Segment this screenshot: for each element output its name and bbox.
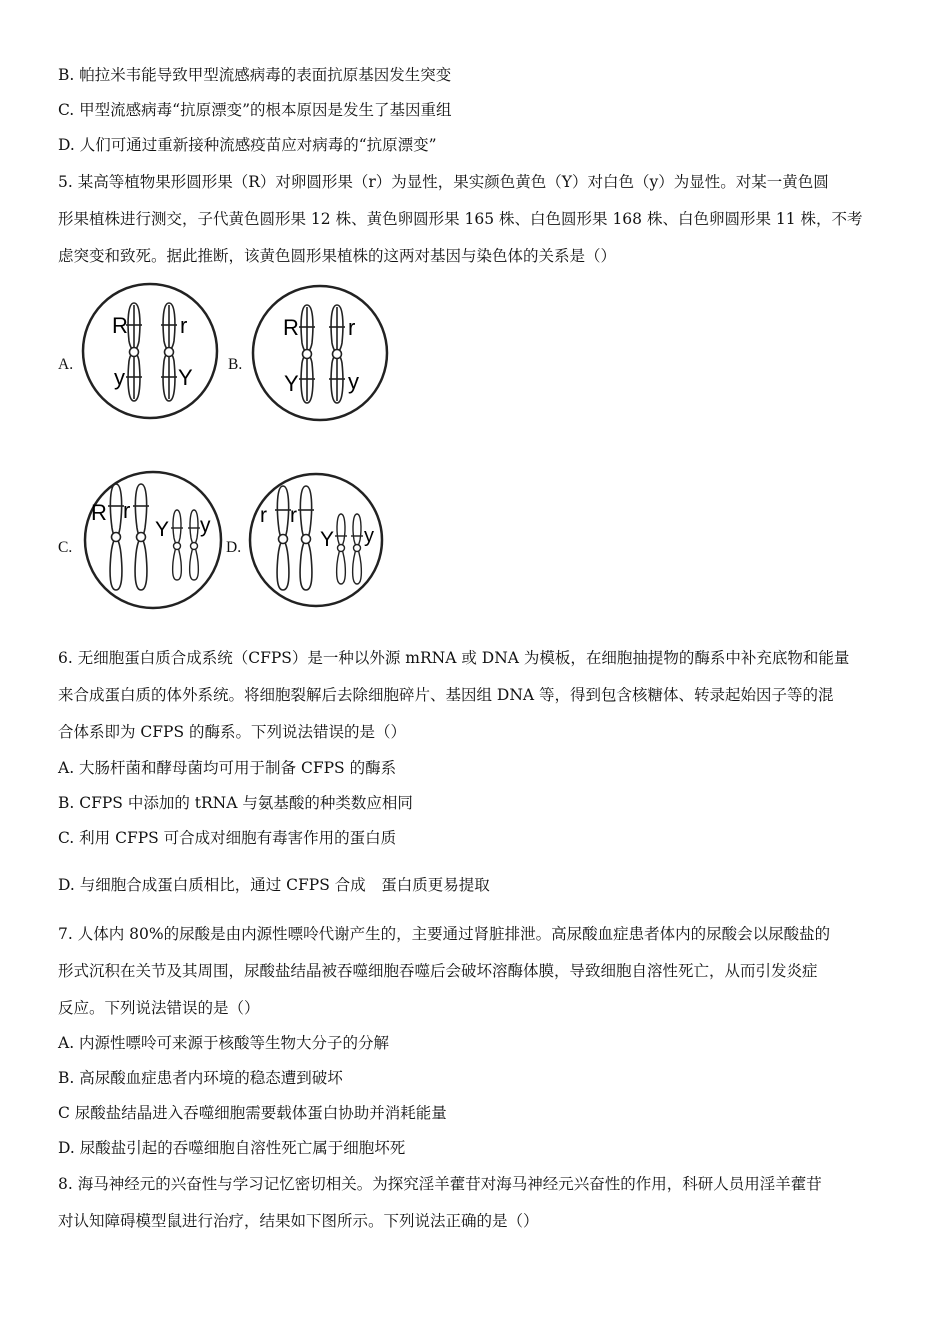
q5-option-c-cell-diagram <box>80 470 226 610</box>
gene-label: y <box>114 365 125 390</box>
q7-option-c: C 尿酸盐结晶进入吞噬细胞需要载体蛋白协助并消耗能量 <box>58 1104 447 1122</box>
q7-option-d: D. 尿酸盐引起的吞噬细胞自溶性死亡属于细胞坏死 <box>58 1139 406 1157</box>
q8-stem-line2: 对认知障碍模型鼠进行治疗，结果如下图所示。下列说法正确的是（） <box>58 1212 539 1230</box>
gene-label: Y <box>155 518 170 541</box>
chromosome <box>171 510 183 580</box>
q6-option-d: D. 与细胞合成蛋白质相比，通过 CFPS 合成 蛋白质更易提取 <box>58 876 490 894</box>
gene-label: R <box>91 500 107 525</box>
q7-stem-line1: 7. 人体内 80%的尿酸是由内源性嘌呤代谢产生的，主要通过肾脏排泄。高尿酸血症患者体内的尿酸会以尿酸盐的 <box>58 925 831 943</box>
q4-option-c: C. 甲型流感病毒“抗原漂变”的根本原因是发生了基因重组 <box>58 101 452 119</box>
q5-stem-line1: 5. 某高等植物果形圆形果（R）对卵圆形果（r）为显性，果实颜色黄色（Y）对白色（y）为显性。对某一黄色圆 <box>58 173 829 191</box>
chromosome <box>298 486 314 590</box>
q6-stem-line3: 合体系即为 CFPS 的酶系。下列说法错误的是（） <box>58 723 407 741</box>
q5-stem-line2: 形果植株进行测交，子代黄色圆形果 12 株、黄色卵圆形果 165 株、白色圆形果 168 株、白色卵圆形果 11 株，不考 <box>58 210 863 228</box>
gene-label: r <box>348 315 356 340</box>
q6-stem-line2: 来合成蛋白质的体外系统。将细胞裂解后去除细胞碎片、基因组 DNA 等，得到包含核糖体、转录起始因子等的混 <box>58 686 834 704</box>
gene-label: r <box>123 498 131 523</box>
chromosome <box>275 486 291 590</box>
gene-label: Y <box>178 365 193 390</box>
q6-option-c: C. 利用 CFPS 可合成对细胞有毒害作用的蛋白质 <box>58 829 397 847</box>
q5-option-d-label: D. <box>226 539 242 556</box>
q5-option-a-cell-diagram <box>80 281 220 421</box>
q4-option-d: D. 人们可通过重新接种流感疫苗应对病毒的“抗原漂变” <box>58 136 437 154</box>
q5-option-a-label: A. <box>58 356 74 373</box>
gene-label: Y <box>320 528 335 551</box>
gene-label: R <box>283 315 299 340</box>
q7-stem-line2: 形式沉积在关节及其周围，尿酸盐结晶被吞噬细胞吞噬后会破坏溶酶体膜，导致细胞自溶性死亡，从而引发炎症 <box>58 962 818 980</box>
gene-label: y <box>348 369 359 394</box>
chromosome <box>329 305 345 403</box>
gene-label: y <box>364 525 374 547</box>
chromosome <box>161 303 177 401</box>
gene-label: r <box>180 313 188 338</box>
gene-label: y <box>200 514 211 537</box>
q8-stem-line1: 8. 海马神经元的兴奋性与学习记忆密切相关。为探究淫羊藿苷对海马神经元兴奋性的作用，科研人员用淫羊藿苷 <box>58 1175 822 1193</box>
q4-option-b: B. 帕拉米韦能导致甲型流感病毒的表面抗原基因发生突变 <box>58 66 452 84</box>
chromosome <box>299 305 315 403</box>
chromosome <box>108 484 124 590</box>
gene-label: r <box>260 504 267 527</box>
chromosome <box>133 484 149 590</box>
q6-stem-line1: 6. 无细胞蛋白质合成系统（CFPS）是一种以外源 mRNA 或 DNA 为模板，在细胞抽提物的酶系中补充底物和能量 <box>58 649 850 667</box>
q5-option-d-cell-diagram <box>246 472 386 608</box>
q6-option-a: A. 大肠杆菌和酵母菌均可用于制备 CFPS 的酶系 <box>58 759 397 777</box>
q6-option-b: B. CFPS 中添加的 tRNA 与氨基酸的种类数应相同 <box>58 794 413 812</box>
chromosome <box>188 510 200 580</box>
q5-stem-line3: 虑突变和致死。据此推断，该黄色圆形果植株的这两对基因与染色体的关系是（） <box>58 247 617 265</box>
q7-option-a: A. 内源性嘌呤可来源于核酸等生物大分子的分解 <box>58 1034 390 1052</box>
q7-stem-line3: 反应。下列说法错误的是（） <box>58 999 260 1017</box>
chromosome <box>335 514 347 584</box>
gene-label: r <box>290 504 297 527</box>
q5-option-b-cell-diagram <box>250 283 390 423</box>
q7-option-b: B. 高尿酸血症患者内环境的稳态遭到破坏 <box>58 1069 343 1087</box>
q5-option-c-label: C. <box>58 539 73 556</box>
gene-label: Y <box>284 371 299 396</box>
gene-label: R <box>112 313 128 338</box>
chromosome <box>351 514 363 584</box>
chromosome <box>126 303 142 401</box>
q5-option-b-label: B. <box>228 356 243 373</box>
